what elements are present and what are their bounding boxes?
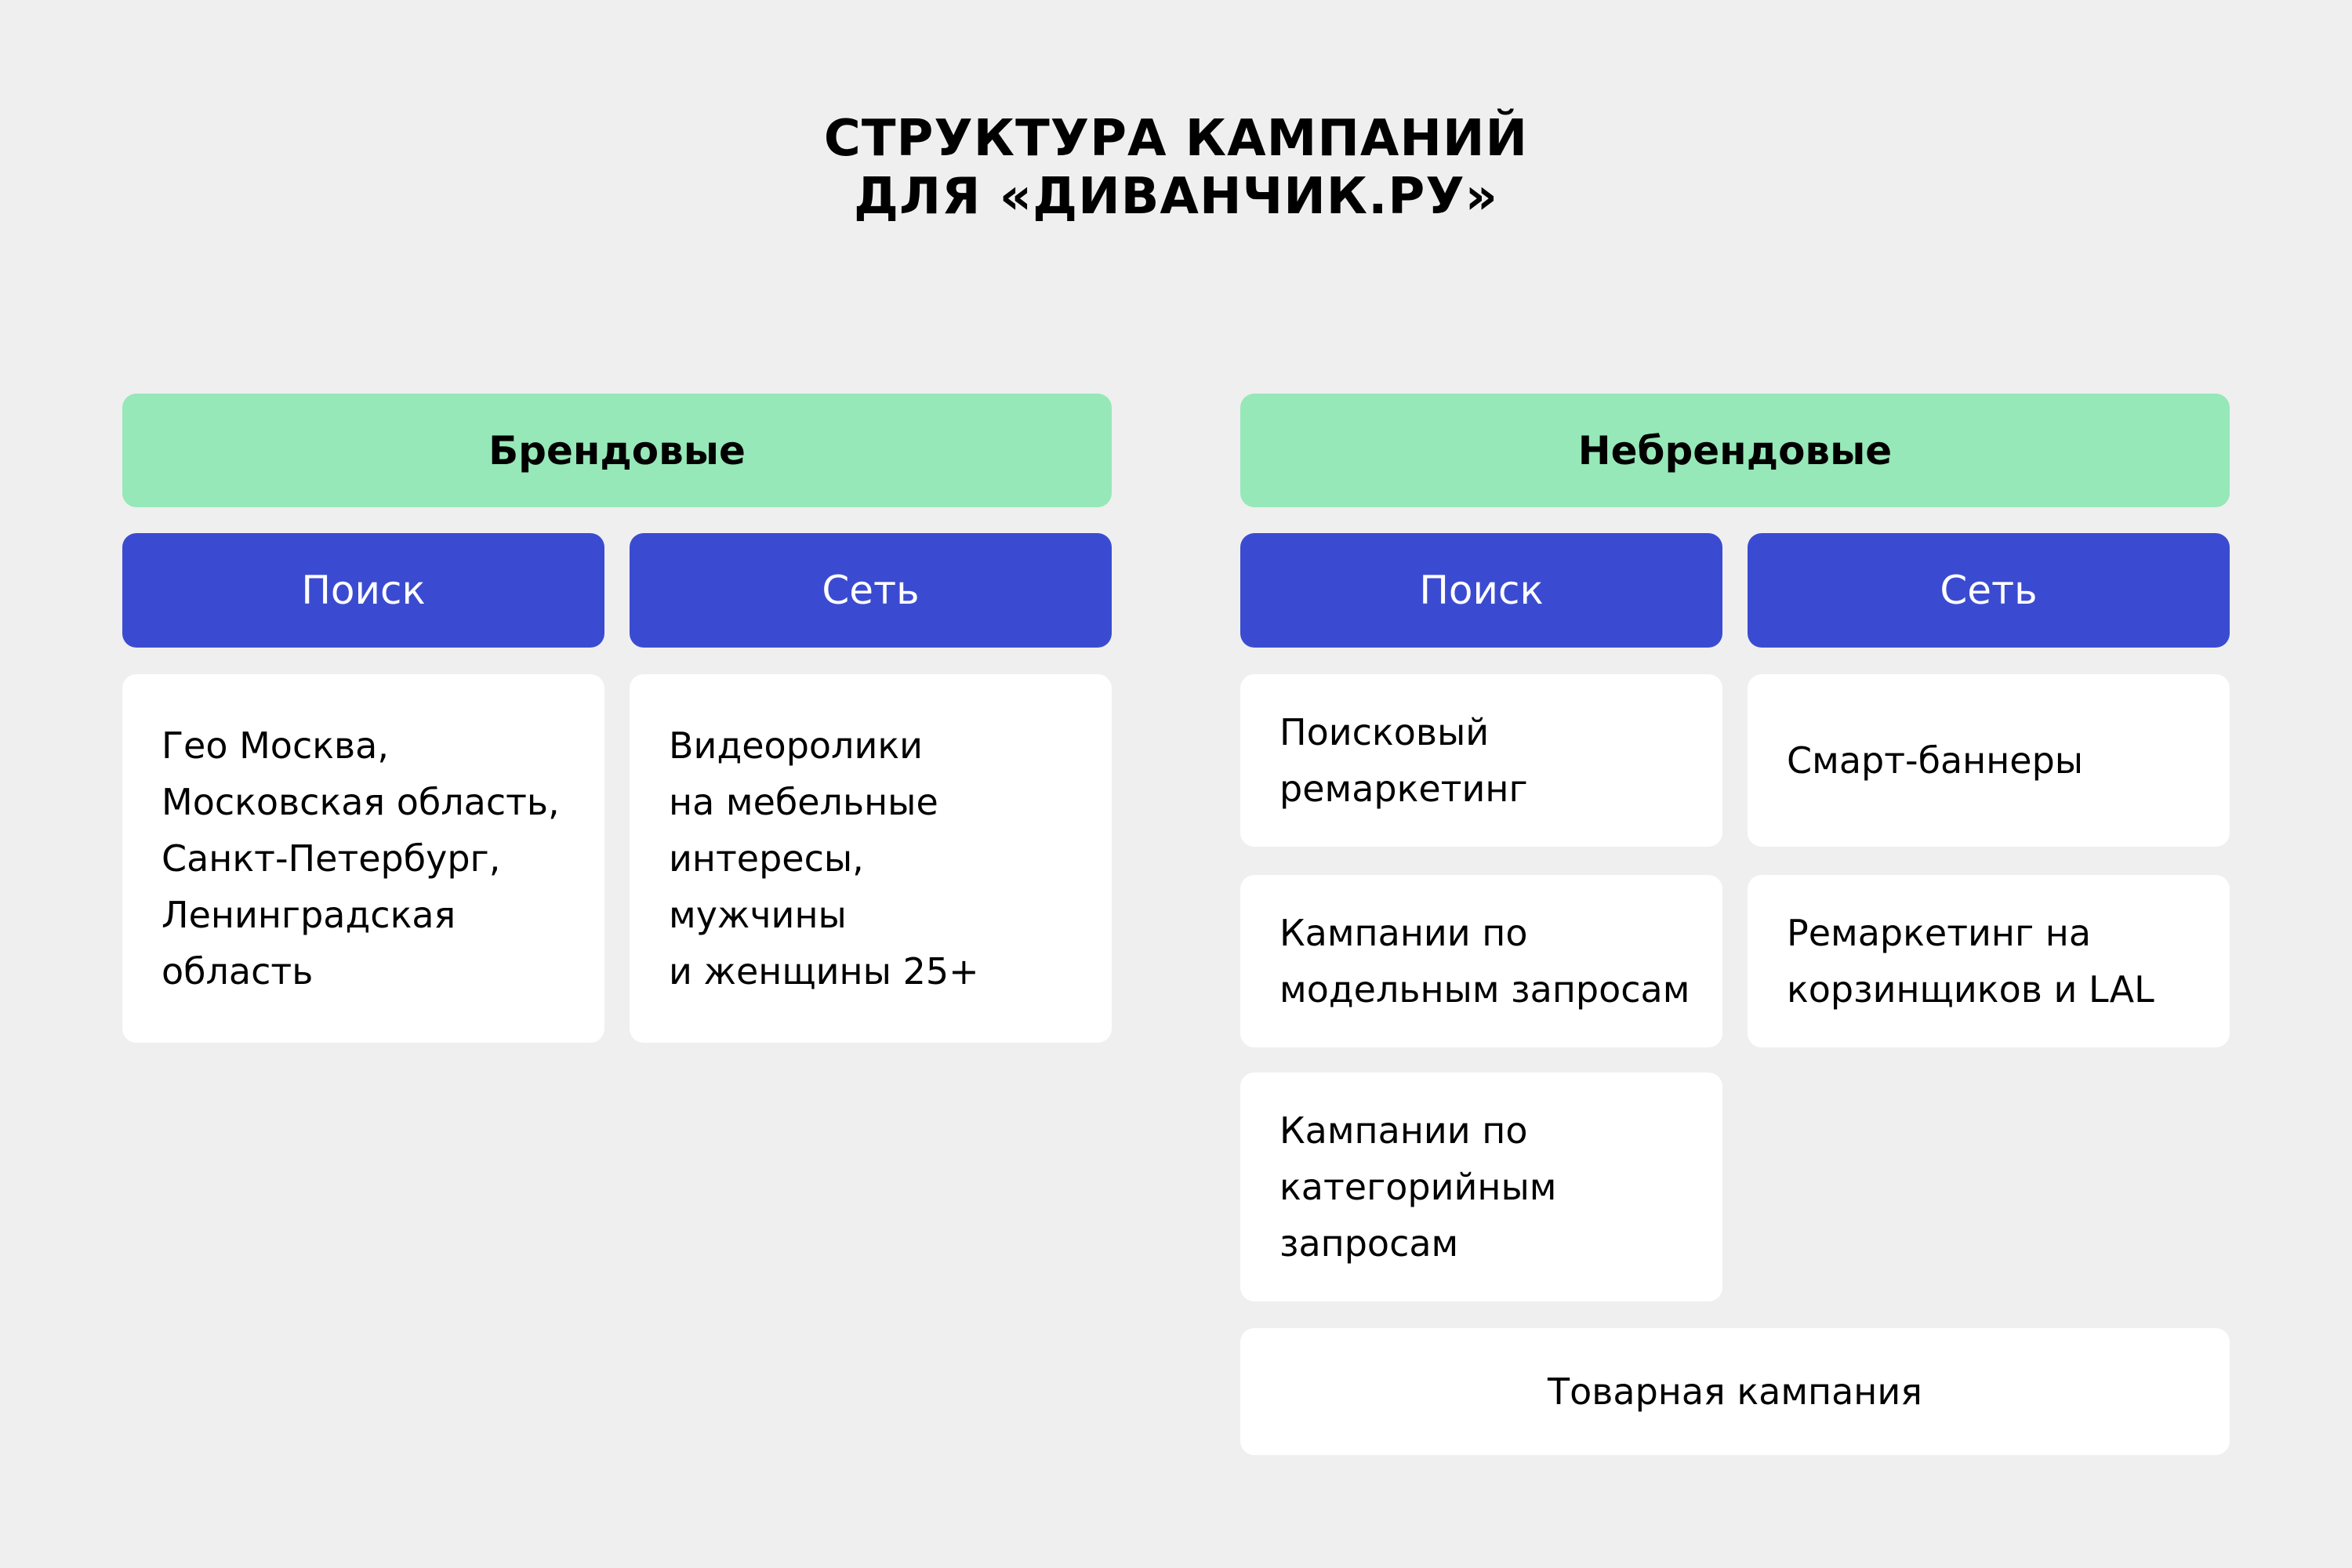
nonbrand-search-card-text: Поисковый ремаркетинг: [1279, 711, 1528, 810]
nonbrand-network-card-text: Смарт-баннеры: [1787, 739, 2084, 782]
brand-category-header: Брендовые: [122, 394, 1112, 507]
diagram-title: [0, 110, 2352, 226]
brand-search-header: Поиск: [122, 533, 604, 648]
nonbrand-search-card: [1240, 674, 1722, 847]
nonbrand-search-card-text: Кампании по категорийным запросам: [1279, 1109, 1557, 1265]
nonbrand-search-header: Поиск: [1240, 533, 1722, 648]
product-campaign-card: [1240, 1328, 2230, 1455]
brand-network-card-text: Видеоролики на мебельные интересы, мужчины и женщины 25+: [669, 724, 979, 993]
nonbrand-network-card: [1748, 674, 2230, 847]
nonbrand-category-header: Небрендовые: [1240, 394, 2230, 507]
nonbrand-search-card-text: Кампании по модельным запросам: [1279, 912, 1690, 1011]
nonbrand-network-card: [1748, 875, 2230, 1047]
nonbrand-search-card: [1240, 1073, 1722, 1301]
brand-network-card: [630, 674, 1112, 1043]
brand-search-card: [122, 674, 604, 1043]
product-campaign-card-text: Товарная кампания: [1548, 1370, 1922, 1413]
nonbrand-network-card-text: Ремаркетинг на корзинщиков и LAL: [1787, 912, 2154, 1011]
brand-search-card-text: Гео Москва, Московская область, Санкт-Петербург, Ленинградская область: [162, 724, 560, 993]
nonbrand-network-header: Сеть: [1748, 533, 2230, 648]
diagram-title-line-1: СТРУКТУРА КАМПАНИЙ: [823, 110, 1529, 168]
brand-network-header: Сеть: [630, 533, 1112, 648]
diagram-title-line-2: ДЛЯ «ДИВАНЧИК.РУ»: [854, 168, 1498, 226]
nonbrand-search-card: [1240, 875, 1722, 1047]
